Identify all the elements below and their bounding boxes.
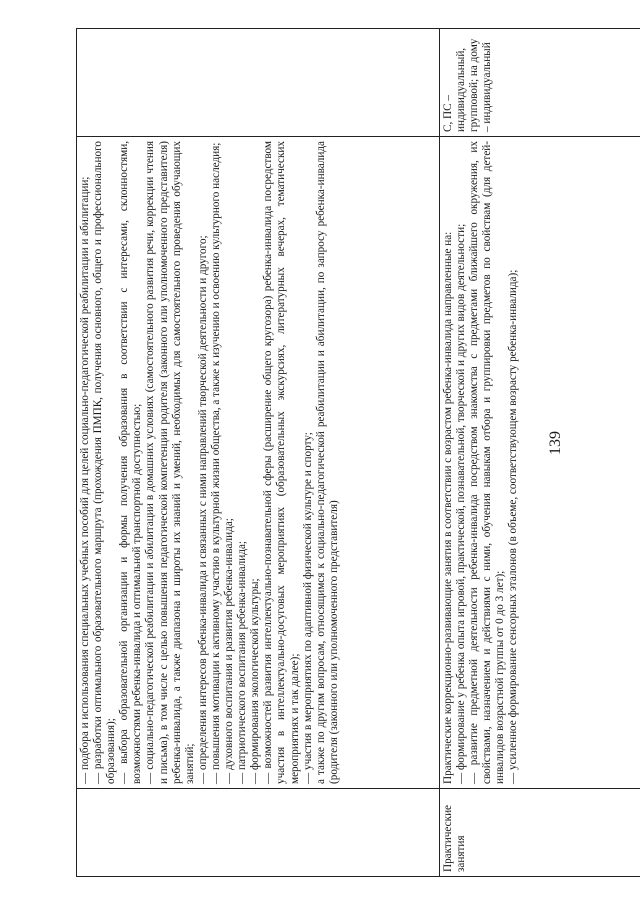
page-number: 139 <box>547 431 564 455</box>
content-line: — формирования экологической культуры; <box>249 578 262 784</box>
rehabilitation-table <box>76 28 640 877</box>
form-cell <box>77 29 440 137</box>
content-line: — повышения мотивации к активному участию в культурной жизни общества, а также к изучению и освоению культурного наследия; <box>209 142 222 784</box>
rotated-table-wrapper <box>76 29 640 877</box>
content-line: — возможностей развития интеллектуально-познавательной сферы (расширение общего кругозора) ребенка-инвалида посредством участия в интеллектуально-досуговых мероприятиях (образовательных экскурсиях, литературных вечерах, тематических мероприятиях и так далее); <box>262 141 301 784</box>
content-line: — определения интересов ребенка-инвалида и связанных с ними направлений творческой деятельности и другого; <box>196 235 209 784</box>
content-line: Практические коррекционно-развивающие занятия в соответствии с возрастом ребенка-инвалида направленные на: <box>442 231 454 784</box>
content-line: а также по другим вопросам, относящимся к социально-педагогической реабилитации и абилитации, по запросу ребенка-инвалида (родителя (законного или уполномоченного представителя) <box>314 141 340 784</box>
content-line: — выбора образовательной организации и формы получения образования в соответствии с интересами, склонностями, возможностями ребенка-инвалида и оптимальной транспортной доступностью; <box>118 141 144 784</box>
content-line: — развитие предметной деятельности ребенка-инвалида посредством знакомства с предметами ближайшего окружения, их свойствами, назначением и действиями с ними, обучения навыкам отбора и группировки предметов по свойствам (для детей-инвалидов возрастной группы от 0 до 3 лет); <box>468 141 507 784</box>
form-cell: С, ПС – индивидуальный, групповой; на дому – индивидуальный <box>440 29 640 137</box>
section-content <box>77 137 440 789</box>
section-label: Практические занятия <box>440 789 640 877</box>
content-line: — формирование у ребенка опыта игровой, практической, познавательной, творческой и других видов деятельности; <box>455 223 468 784</box>
section-label <box>77 789 440 877</box>
section-content <box>440 137 640 789</box>
content-line: — усиленное формирование сенсорных эталонов (в объеме, соответствующем возрасту ребенка-инвалида); <box>507 269 520 784</box>
content-line: — подбора и использования специальных учебных пособий для целей социально-педагогической реабилитации и абилитации; <box>79 176 91 784</box>
content-line: — патриотического воспитания ребенка-инвалида; <box>236 540 249 784</box>
content-line: — разработки оптимального образовательного маршрута (прохождения ПМПК, получения основного, общего и профессионального образования); <box>92 141 118 784</box>
content-line: — духовного воспитания и развития ребенка-инвалида; <box>223 518 236 784</box>
content-line: — участия в мероприятиях по адаптивной физической культуре и спорту; <box>301 432 314 784</box>
table-row <box>77 29 440 877</box>
content-line: — социально-педагогической реабилитации и абилитации в домашних условиях (самостоятельного развития речи, коррекции чтения и письма), в том числе с целью повышения педагогической компетенции родителя (законного или уполномоченного представителя) ребенка-инвалида, а также диапазона и широты их знаний и умений, необходимых для самостоятельного проведения обучающих занятий; <box>144 141 196 784</box>
table-row <box>440 29 640 877</box>
